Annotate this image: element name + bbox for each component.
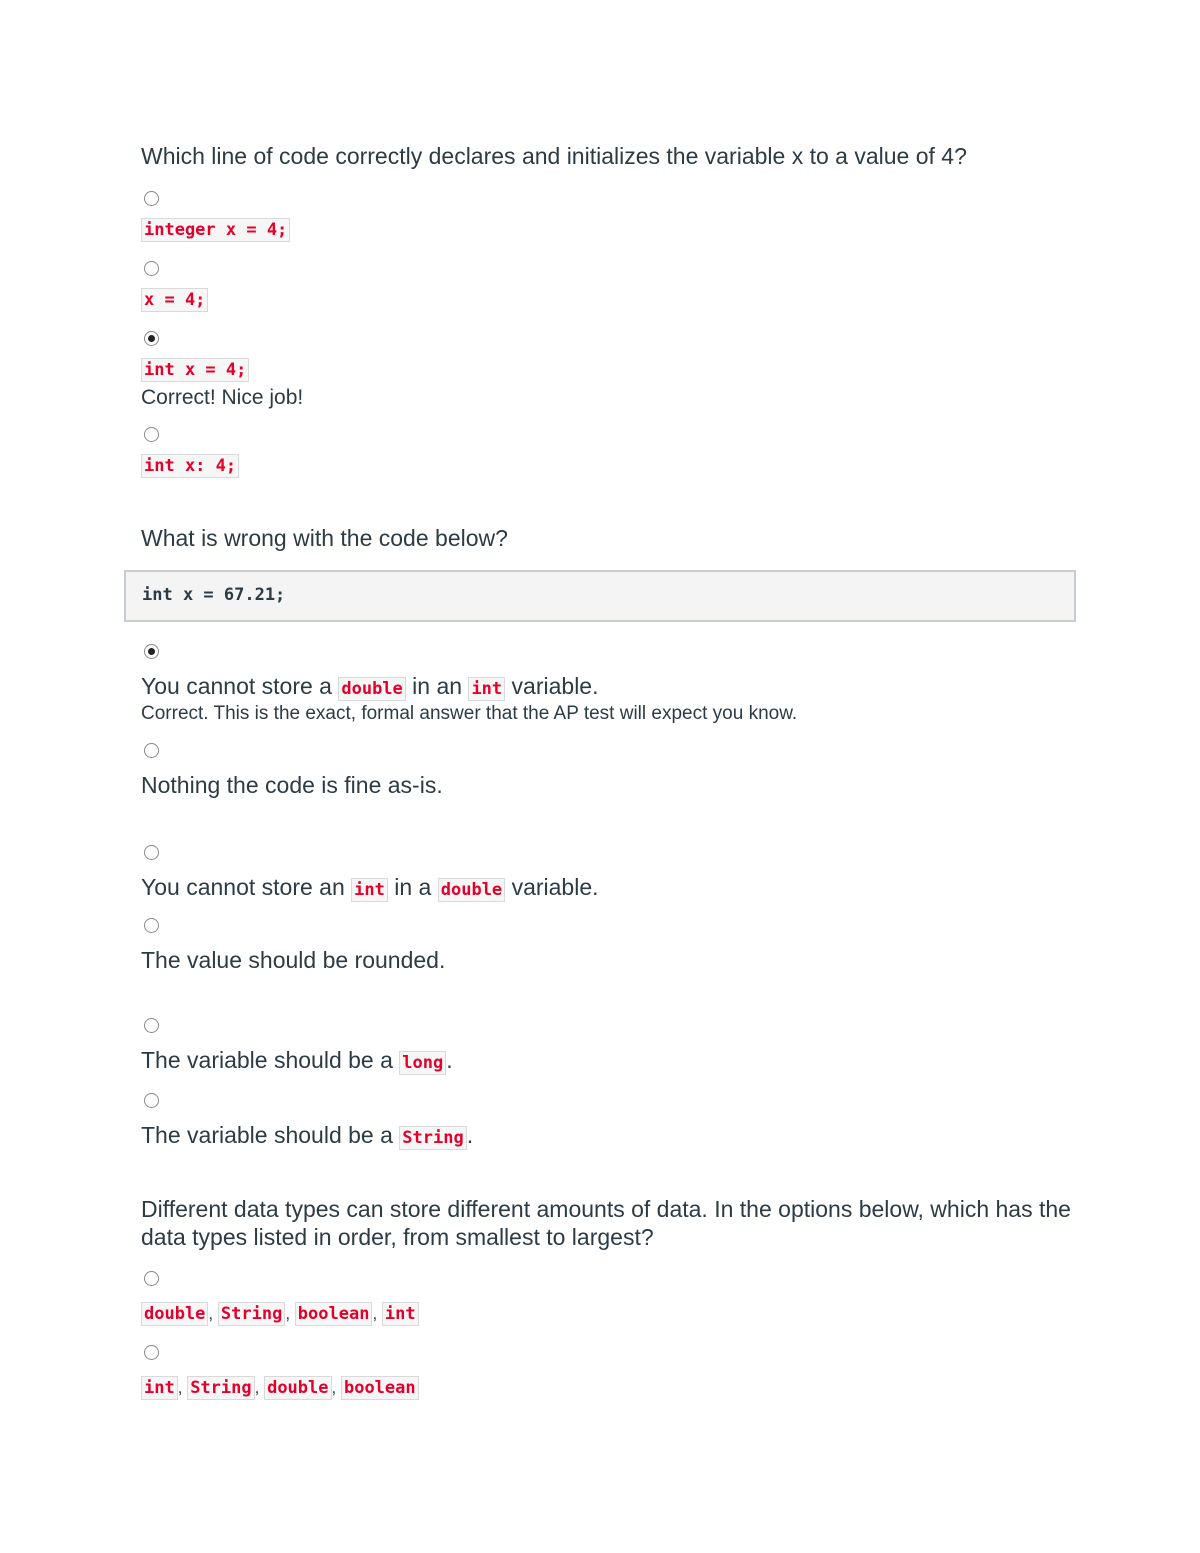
q1-option-4-radio[interactable] [144,427,159,442]
q1-option-3 [141,357,249,383]
q1-option-1 [141,217,290,243]
q1-option-3-radio[interactable] [144,331,159,346]
q2-option-6 [141,1121,473,1152]
q2-option-1-radio[interactable] [144,644,159,659]
separator: , [177,1378,183,1397]
q2-option-5-code: long [399,1051,446,1075]
q2-option-6-pre: The variable should be a [141,1122,393,1148]
q2-option-1-pre: You cannot store a [141,673,332,699]
q2-option-1-code-1: double [338,677,405,701]
q2-option-4-radio[interactable] [144,918,159,933]
q1-option-4-code: int x: 4; [141,454,239,478]
q3-option-1 [141,1301,419,1327]
q1-option-3-code: int x = 4; [141,358,249,382]
q2-option-3 [141,873,599,904]
q2-option-4: The value should be rounded. [141,947,446,973]
question-3-prompt: Different data types can store different amounts of data. In the options below, which has the data types listed in order, from smallest to largest? [141,1196,1071,1250]
q2-option-3-radio[interactable] [144,845,159,860]
q1-option-1-radio[interactable] [144,191,159,206]
q2-option-5-post: . [446,1047,453,1073]
q2-option-6-radio[interactable] [144,1093,159,1108]
q2-option-5 [141,1046,453,1077]
separator: , [285,1304,291,1323]
q1-option-4 [141,453,239,479]
q2-option-5-pre: The variable should be a [141,1047,393,1073]
q3-option-1-radio[interactable] [144,1271,159,1286]
q3-option-2-code-2: String [187,1376,254,1400]
q2-option-1 [141,672,598,703]
q3-option-2 [141,1375,419,1401]
q3-option-2-code-4: boolean [341,1376,419,1400]
q2-option-2-radio[interactable] [144,743,159,758]
separator: , [254,1378,260,1397]
q2-option-3-post: variable. [511,874,599,900]
q3-option-2-radio[interactable] [144,1345,159,1360]
code-block [124,570,1076,622]
q3-option-1-code-2: String [218,1302,285,1326]
q3-option-2-code-3: double [264,1376,331,1400]
question-1-prompt: Which line of code correctly declares and initializes the variable x to a value of 4? [141,143,967,169]
q2-option-2: Nothing the code is fine as-is. [141,772,443,798]
q1-option-2 [141,287,208,313]
q2-option-3-mid: in a [394,874,432,900]
question-2-prompt: What is wrong with the code below? [141,525,508,551]
q2-option-1-mid: in an [412,673,463,699]
separator: , [208,1304,214,1323]
q3-option-1-code-4: int [382,1302,419,1326]
q3-option-2-code-1: int [141,1376,178,1400]
q2-option-6-post: . [466,1122,474,1148]
separator: , [331,1378,337,1397]
q2-option-3-code-1: int [351,878,388,902]
q1-option-2-radio[interactable] [144,261,159,276]
q2-option-1-post: variable. [511,673,599,699]
q2-option-3-pre: You cannot store an [141,874,345,900]
q2-option-1-code-2: int [468,677,505,701]
code-block-text: int x = 67.21; [142,585,286,605]
q1-feedback: Correct! Nice job! [141,386,304,409]
q1-option-2-code: x = 4; [141,288,208,312]
q2-option-5-radio[interactable] [144,1018,159,1033]
q3-option-1-code-3: boolean [295,1302,373,1326]
q2-feedback: Correct. This is the exact, formal answer that the AP test will expect you know. [141,703,798,724]
q2-option-3-code-2: double [438,878,505,902]
q1-option-1-code: integer x = 4; [141,218,290,242]
separator: , [372,1304,378,1323]
q2-option-6-code: String [399,1126,466,1150]
q3-option-1-code-1: double [141,1302,208,1326]
